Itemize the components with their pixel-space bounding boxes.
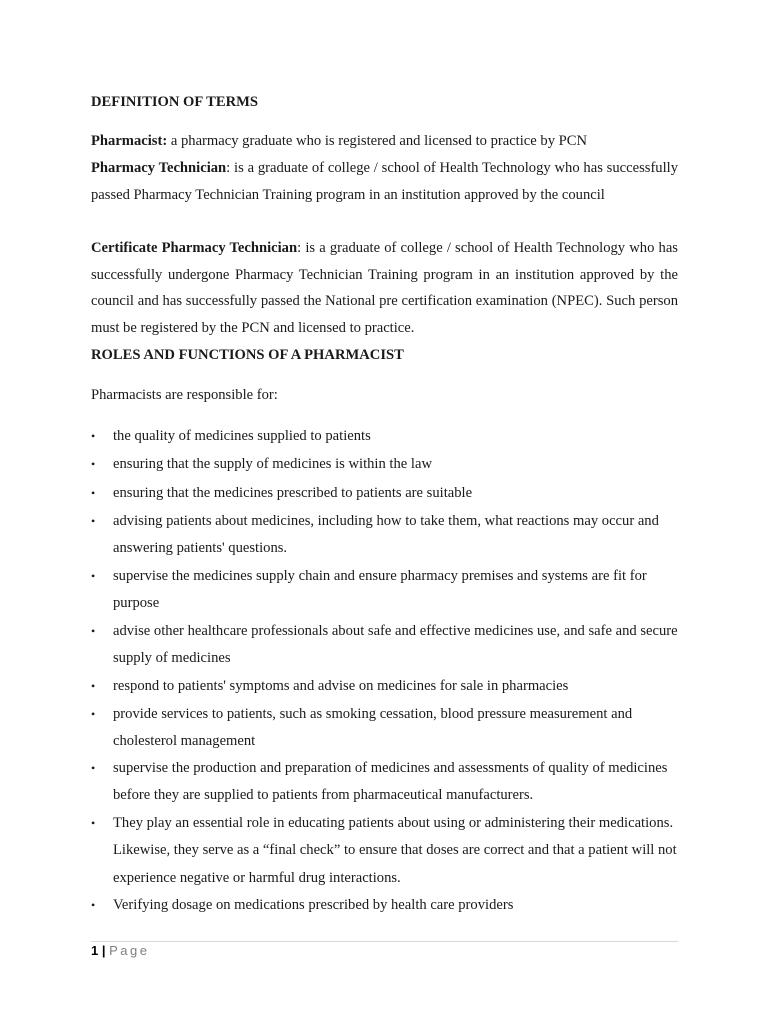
definition-text: a pharmacy graduate who is registered and licensed to practice by PCN [167, 133, 588, 149]
section-heading-roles: ROLES AND FUNCTIONS OF A PHARMACIST [91, 347, 404, 363]
bullet-icon: • [91, 624, 96, 638]
definition-pharmacy-technician [91, 155, 678, 208]
definition-text: : is a graduate of college / school of Health Technology who has successfully undergone Pharmacy Technician Training program in an institution approved by the council and has successfully passed the National pre certification examination (NPEC). Such person must be registered by the PCN and licensed to practice. [91, 240, 678, 337]
list-item: • ensuring that the medicines prescribed to patients are suitable [91, 480, 678, 507]
bullet-icon: • [91, 514, 96, 528]
footer-divider [91, 941, 678, 942]
definition-certificate-pharmacy-technician [91, 235, 678, 342]
list-item: • supervise the production and preparation of medicines and assessments of quality of medicines before they are supplied to patients from pharmaceutical manufacturers. [91, 755, 678, 810]
bullet-icon: • [91, 816, 96, 830]
list-item: • the quality of medicines supplied to patients [91, 423, 678, 450]
list-item: • advising patients about medicines, including how to take them, what reactions may occur and answering patients' questions. [91, 508, 678, 563]
bullet-icon: • [91, 707, 96, 721]
definition-text: : is a graduate of college / school of Health Technology who has successfully passed Pharmacy Technician Training program in an institution approved by the council [91, 160, 679, 203]
bullet-icon: • [91, 898, 96, 912]
definition-term: Certificate Pharmacy Technician [91, 240, 298, 256]
bullet-icon: • [91, 457, 96, 471]
section-heading-definitions: DEFINITION OF TERMS [91, 94, 259, 110]
bullet-icon: • [91, 569, 96, 583]
definition-term: Pharmacy Technician [91, 160, 227, 176]
list-item: • provide services to patients, such as smoking cessation, blood pressure measurement and cholesterol management [91, 701, 678, 756]
definition-term: Pharmacist: [91, 133, 168, 149]
list-item: • Verifying dosage on medications prescribed by health care providers [91, 892, 678, 919]
page-number: 1 [91, 943, 99, 958]
page-footer [91, 943, 150, 958]
footer-separator: | [101, 943, 106, 958]
definition-pharmacist [91, 128, 678, 155]
bullet-icon: • [91, 761, 96, 775]
page-label: Page [109, 943, 150, 958]
bullet-icon: • [91, 679, 96, 693]
list-item: • respond to patients' symptoms and advise on medicines for sale in pharmacies [91, 673, 678, 700]
roles-intro: Pharmacists are responsible for: [91, 387, 278, 403]
list-item: • advise other healthcare professionals about safe and effective medicines use, and safe and secure supply of medicines [91, 618, 678, 673]
list-item: • supervise the medicines supply chain and ensure pharmacy premises and systems are fit for purpose [91, 563, 678, 618]
list-item: • ensuring that the supply of medicines is within the law [91, 451, 678, 478]
bullet-icon: • [91, 486, 96, 500]
bullet-icon: • [91, 429, 96, 443]
list-item: • They play an essential role in educating patients about using or administering their medications. Likewise, they serve as a “final check” to ensure that doses are correct and that a patient will not experience negative or harmful drug interactions. [91, 810, 678, 892]
